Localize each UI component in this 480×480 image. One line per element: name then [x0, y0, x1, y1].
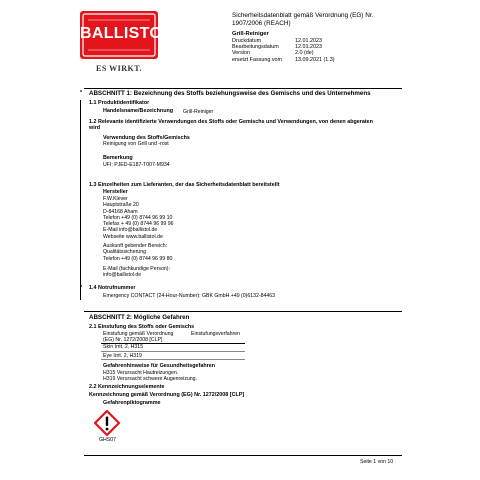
address-line: D-84168 Aham	[103, 208, 138, 215]
meta-key: Bearbeitungsdatum	[232, 44, 279, 51]
expert-email-label: E-Mail (fachkundige Person):	[103, 266, 170, 272]
section-2-1-title: 2.1 Einstufung des Stoffs oder Gemischs	[89, 324, 195, 330]
pictogram-label: Gefahrenpiktogramme	[103, 400, 161, 406]
table-rule	[101, 359, 245, 360]
section-1-4-title: 1.4 Notrufnummer	[89, 285, 136, 291]
section-1-2-title-line1: 1.2 Relevante identifizierte Verwendungen des Stoffs oder Gemischs und Verwendungen, von denen abgeraten	[89, 119, 373, 125]
info-line: Auskunft gebender Bereich:	[103, 243, 168, 249]
document-title-line2: 1907/2006 (REACH)	[232, 19, 291, 27]
page-number: Seite 1 von 10	[360, 459, 394, 465]
section-1-2-title-line2: wird	[89, 125, 101, 131]
phone-line: Telefon +49 (0) 8744 96 99 10	[103, 214, 173, 221]
section-1-1-title: 1.1 Produktidentifikator	[89, 100, 150, 106]
classification-row: Skin Irrit. 2, H315	[103, 344, 144, 350]
section-1-3-title: 1.3 Einzelheiten zum Lieferanten, der das Sicherheitsdatenblatt bereitstellt	[89, 182, 280, 188]
ballistol-logo	[80, 11, 173, 59]
remark-label: Bemerkung	[103, 155, 133, 161]
hazard-statement: H319 Verursacht schwere Augenreizung.	[103, 375, 198, 382]
section-divider	[84, 311, 402, 312]
classification-col2-header: Einstufungsverfahren	[191, 331, 241, 337]
classification-col1-line1: Einstufung gemäß Verordnung	[103, 331, 174, 337]
logo-slogan: ES WIRKT.	[96, 64, 142, 73]
expert-email	[103, 266, 170, 279]
hazard-statement: H315 Verursacht Hautreizungen.	[103, 369, 179, 376]
classification-row: Eye Irrit. 2, H319	[103, 352, 142, 359]
supplier-address	[103, 196, 174, 240]
change-marker: *	[80, 89, 83, 96]
info-line: Qualitätssicherung	[103, 249, 146, 256]
meta-key: Version	[232, 50, 250, 57]
footer-divider	[84, 455, 402, 456]
trade-name-label: Handelsname/Bezeichnung	[103, 108, 174, 114]
labeling-subtitle: Kennzeichnung gemäß Verordnung (EG) Nr. 1272/2008 [CLP]	[89, 392, 245, 398]
fax-line: Telefax + 49 (0) 8744 96 99 96	[103, 221, 174, 228]
section-2-title: ABSCHNITT 2: Mögliche Gefahren	[89, 313, 190, 321]
info-department	[103, 243, 172, 262]
section-1-title: ABSCHNITT 1: Bezeichnung des Stoffs beziehungsweise des Gemischs und des Unternehmens	[89, 89, 371, 97]
meta-value: 2.0 (de)	[295, 50, 314, 57]
expert-email-link[interactable]: info@ballistol.de	[103, 272, 142, 279]
use-value: Reinigung von Grill und -rost	[103, 141, 169, 147]
supplier-label: Hersteller	[103, 189, 128, 195]
remark-value: UFI: PJED-E187-T007-M934	[103, 162, 170, 168]
logo-brand: BALLISTOL	[80, 25, 173, 42]
website-link[interactable]: Webseite www.ballistol.de	[103, 233, 163, 240]
use-label: Verwendung des Stoffs/Gemischs	[103, 135, 190, 141]
trade-name-value: Grill-Reiniger	[183, 108, 214, 115]
document-title-line1: Sicherheitsdatenblatt gemäß Verordnung (EG) Nr.	[232, 12, 374, 19]
table-rule	[101, 351, 245, 352]
address-line: F.W.Klever	[103, 196, 128, 202]
pictogram-code: GHS07	[99, 437, 117, 443]
section-2-2-title: 2.2 Kennzeichnungselemente	[89, 384, 165, 390]
hazard-statements-label: Gefahrenhinweise für Gesundheitsgefahren	[103, 363, 216, 369]
change-bar	[80, 100, 81, 300]
meta-key: ersetzt Fassung vom	[232, 56, 283, 63]
ghs07-exclamation-icon	[94, 410, 120, 436]
meta-row-replaces	[232, 57, 335, 63]
email-link[interactable]: E-Mail info@ballistol.de	[103, 227, 158, 234]
emergency-contact: Emergency CONTACT (24-Hour-Number): GBK GmbH +49 (0)6132-84463	[103, 292, 276, 299]
meta-value: 13.09.2021 (1.3)	[295, 56, 335, 63]
product-name: Grill-Reiniger	[232, 31, 269, 37]
document-meta	[232, 38, 335, 63]
address-line: Hauptstraße 20	[103, 202, 139, 209]
meta-key: Druckdatum	[232, 38, 262, 44]
info-phone-line: Telefon +49 (0) 8744 96 99 80	[103, 255, 173, 262]
classification-col1-line2: (EG) Nr. 1272/2008 [CLP]	[103, 336, 163, 343]
meta-value: 12.01.2023	[295, 44, 322, 51]
meta-value: 12.01.2023	[295, 38, 322, 44]
